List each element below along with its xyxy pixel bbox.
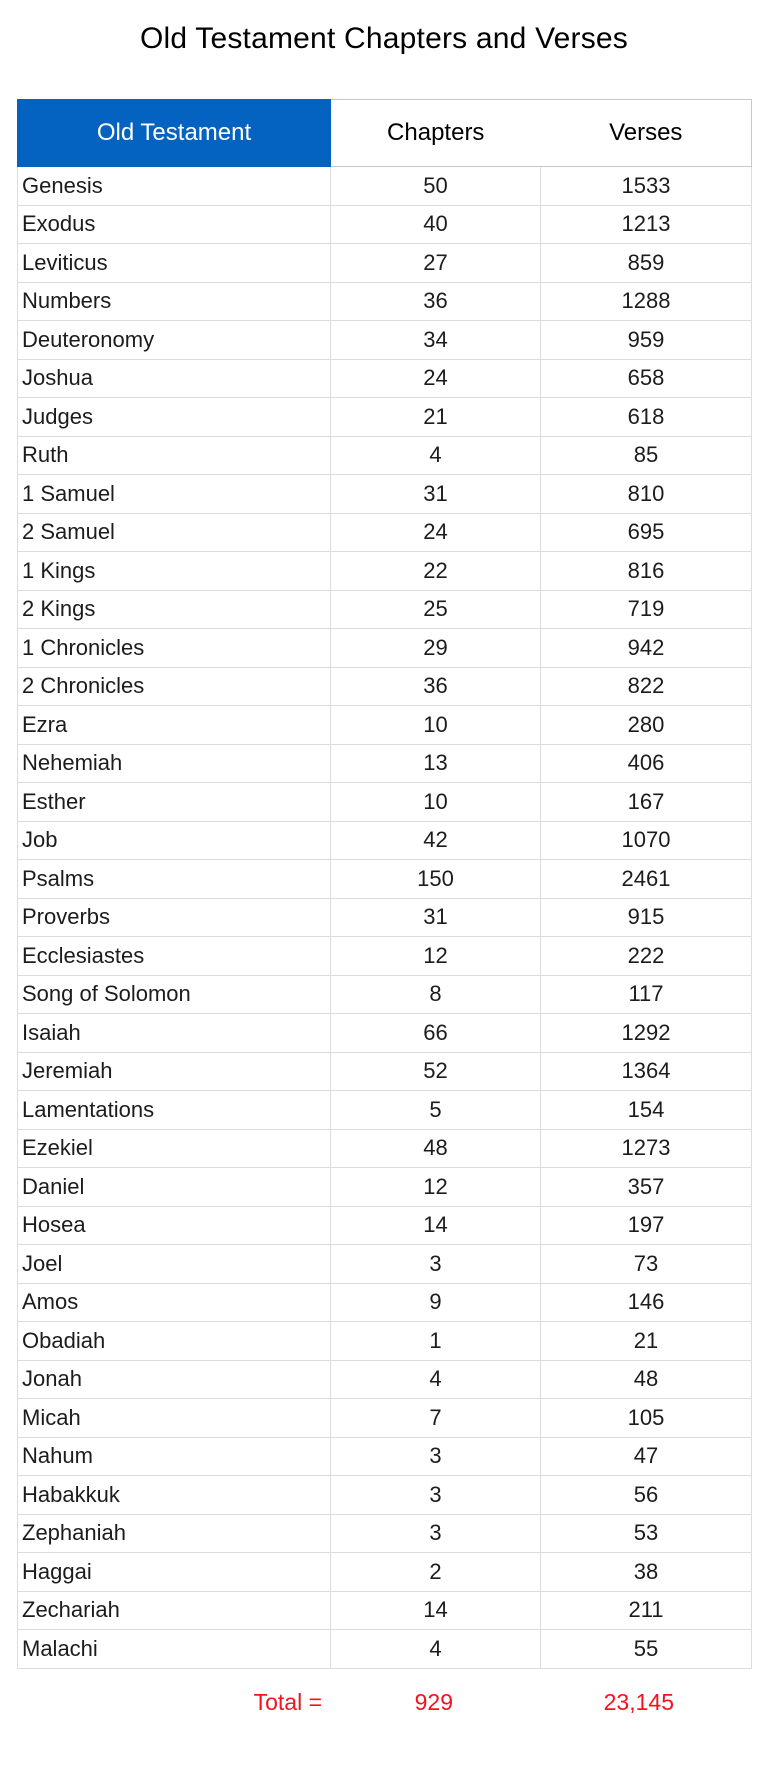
verses-cell: 38 bbox=[541, 1553, 752, 1592]
chapters-cell: 14 bbox=[331, 1206, 541, 1245]
table-row bbox=[18, 552, 752, 591]
verses-cell: 222 bbox=[541, 937, 752, 976]
verses-cell: 73 bbox=[541, 1245, 752, 1284]
book-name-cell: Habakkuk bbox=[18, 1476, 331, 1515]
book-name-cell: Joel bbox=[18, 1245, 331, 1284]
verses-cell: 105 bbox=[541, 1399, 752, 1438]
verses-cell: 1292 bbox=[541, 1014, 752, 1053]
book-name-cell: Amos bbox=[18, 1283, 331, 1322]
chapters-cell: 48 bbox=[331, 1129, 541, 1168]
chapters-cell: 13 bbox=[331, 744, 541, 783]
verses-cell: 154 bbox=[541, 1091, 752, 1130]
book-name-cell: Nahum bbox=[18, 1437, 331, 1476]
book-name-cell: 2 Kings bbox=[18, 590, 331, 629]
chapters-cell: 10 bbox=[331, 783, 541, 822]
chapters-cell: 14 bbox=[331, 1591, 541, 1630]
chapters-verses-table bbox=[17, 99, 752, 1669]
table-row bbox=[18, 1591, 752, 1630]
book-name-cell: Isaiah bbox=[18, 1014, 331, 1053]
book-name-cell: Micah bbox=[18, 1399, 331, 1438]
chapters-cell: 1 bbox=[331, 1322, 541, 1361]
verses-cell: 47 bbox=[541, 1437, 752, 1476]
book-name-cell: Ezekiel bbox=[18, 1129, 331, 1168]
table-row bbox=[18, 398, 752, 437]
page-title: Old Testament Chapters and Verses bbox=[140, 22, 628, 55]
verses-cell: 280 bbox=[541, 706, 752, 745]
verses-cell: 658 bbox=[541, 359, 752, 398]
verses-cell: 959 bbox=[541, 321, 752, 360]
header-verses: Verses bbox=[541, 100, 752, 167]
verses-cell: 167 bbox=[541, 783, 752, 822]
book-name-cell: Lamentations bbox=[18, 1091, 331, 1130]
table-row bbox=[18, 706, 752, 745]
chapters-cell: 34 bbox=[331, 321, 541, 360]
book-name-cell: Haggai bbox=[18, 1553, 331, 1592]
chapters-cell: 24 bbox=[331, 359, 541, 398]
table-row bbox=[18, 1245, 752, 1284]
totals-row bbox=[0, 1689, 768, 1723]
chapters-cell: 8 bbox=[331, 975, 541, 1014]
table-row bbox=[18, 1476, 752, 1515]
verses-cell: 146 bbox=[541, 1283, 752, 1322]
book-name-cell: 1 Chronicles bbox=[18, 629, 331, 668]
table-row bbox=[18, 475, 752, 514]
table-row bbox=[18, 1514, 752, 1553]
verses-cell: 21 bbox=[541, 1322, 752, 1361]
totals-verses: 23,145 bbox=[603, 1689, 674, 1715]
book-name-cell: Zephaniah bbox=[18, 1514, 331, 1553]
book-name-cell: 2 Samuel bbox=[18, 513, 331, 552]
verses-cell: 822 bbox=[541, 667, 752, 706]
table-row bbox=[18, 783, 752, 822]
book-name-cell: Song of Solomon bbox=[18, 975, 331, 1014]
book-name-cell: Genesis bbox=[18, 167, 331, 206]
chapters-cell: 12 bbox=[331, 937, 541, 976]
table-row bbox=[18, 205, 752, 244]
table-row bbox=[18, 282, 752, 321]
verses-cell: 618 bbox=[541, 398, 752, 437]
verses-cell: 816 bbox=[541, 552, 752, 591]
book-name-cell: Malachi bbox=[18, 1630, 331, 1669]
book-name-cell: 2 Chronicles bbox=[18, 667, 331, 706]
totals-label: Total = bbox=[253, 1689, 322, 1715]
table-row bbox=[18, 1168, 752, 1207]
table-row bbox=[18, 167, 752, 206]
book-name-cell: Daniel bbox=[18, 1168, 331, 1207]
table-row bbox=[18, 1052, 752, 1091]
verses-cell: 915 bbox=[541, 898, 752, 937]
verses-cell: 85 bbox=[541, 436, 752, 475]
book-name-cell: Obadiah bbox=[18, 1322, 331, 1361]
chapters-cell: 25 bbox=[331, 590, 541, 629]
table-body bbox=[18, 167, 752, 1669]
chapters-cell: 40 bbox=[331, 205, 541, 244]
book-name-cell: Zechariah bbox=[18, 1591, 331, 1630]
book-name-cell: Proverbs bbox=[18, 898, 331, 937]
table-row bbox=[18, 244, 752, 283]
verses-cell: 695 bbox=[541, 513, 752, 552]
table-row bbox=[18, 1283, 752, 1322]
totals-chapters: 929 bbox=[414, 1689, 453, 1715]
table-row bbox=[18, 321, 752, 360]
table-row bbox=[18, 1206, 752, 1245]
verses-cell: 1070 bbox=[541, 821, 752, 860]
chapters-cell: 150 bbox=[331, 860, 541, 899]
chapters-cell: 5 bbox=[331, 1091, 541, 1130]
verses-cell: 859 bbox=[541, 244, 752, 283]
chapters-cell: 42 bbox=[331, 821, 541, 860]
table-row bbox=[18, 667, 752, 706]
book-name-cell: Ruth bbox=[18, 436, 331, 475]
chapters-cell: 3 bbox=[331, 1476, 541, 1515]
table-header-row bbox=[18, 100, 752, 167]
verses-cell: 48 bbox=[541, 1360, 752, 1399]
chapters-cell: 10 bbox=[331, 706, 541, 745]
verses-cell: 357 bbox=[541, 1168, 752, 1207]
chapters-cell: 36 bbox=[331, 282, 541, 321]
verses-cell: 55 bbox=[541, 1630, 752, 1669]
book-name-cell: Job bbox=[18, 821, 331, 860]
chapters-cell: 22 bbox=[331, 552, 541, 591]
book-name-cell: Nehemiah bbox=[18, 744, 331, 783]
book-name-cell: Judges bbox=[18, 398, 331, 437]
verses-cell: 719 bbox=[541, 590, 752, 629]
chapters-cell: 3 bbox=[331, 1514, 541, 1553]
chapters-cell: 21 bbox=[331, 398, 541, 437]
chapters-cell: 29 bbox=[331, 629, 541, 668]
verses-cell: 1533 bbox=[541, 167, 752, 206]
verses-cell: 56 bbox=[541, 1476, 752, 1515]
chapters-cell: 31 bbox=[331, 475, 541, 514]
verses-cell: 197 bbox=[541, 1206, 752, 1245]
table-row bbox=[18, 821, 752, 860]
table-row bbox=[18, 1129, 752, 1168]
book-name-cell: Esther bbox=[18, 783, 331, 822]
table-row bbox=[18, 1360, 752, 1399]
chapters-cell: 3 bbox=[331, 1245, 541, 1284]
chapters-cell: 9 bbox=[331, 1283, 541, 1322]
table-row bbox=[18, 1322, 752, 1361]
verses-cell: 406 bbox=[541, 744, 752, 783]
table-row bbox=[18, 359, 752, 398]
verses-cell: 1364 bbox=[541, 1052, 752, 1091]
verses-cell: 942 bbox=[541, 629, 752, 668]
table-row bbox=[18, 629, 752, 668]
book-name-cell: 1 Samuel bbox=[18, 475, 331, 514]
book-name-cell: Deuteronomy bbox=[18, 321, 331, 360]
table-row bbox=[18, 975, 752, 1014]
table-row bbox=[18, 1399, 752, 1438]
book-name-cell: 1 Kings bbox=[18, 552, 331, 591]
chapters-cell: 24 bbox=[331, 513, 541, 552]
table-row bbox=[18, 1091, 752, 1130]
chapters-cell: 50 bbox=[331, 167, 541, 206]
chapters-cell: 12 bbox=[331, 1168, 541, 1207]
table-row bbox=[18, 898, 752, 937]
verses-cell: 117 bbox=[541, 975, 752, 1014]
book-name-cell: Psalms bbox=[18, 860, 331, 899]
table-row bbox=[18, 1437, 752, 1476]
chapters-cell: 66 bbox=[331, 1014, 541, 1053]
header-old-testament: Old Testament bbox=[18, 100, 331, 167]
chapters-cell: 4 bbox=[331, 1630, 541, 1669]
book-name-cell: Jeremiah bbox=[18, 1052, 331, 1091]
chapters-cell: 36 bbox=[331, 667, 541, 706]
chapters-cell: 52 bbox=[331, 1052, 541, 1091]
chapters-cell: 2 bbox=[331, 1553, 541, 1592]
table-row bbox=[18, 590, 752, 629]
table-row bbox=[18, 1014, 752, 1053]
chapters-cell: 4 bbox=[331, 1360, 541, 1399]
book-name-cell: Hosea bbox=[18, 1206, 331, 1245]
book-name-cell: Jonah bbox=[18, 1360, 331, 1399]
verses-cell: 1213 bbox=[541, 205, 752, 244]
chapters-cell: 7 bbox=[331, 1399, 541, 1438]
table-row bbox=[18, 744, 752, 783]
chapters-cell: 27 bbox=[331, 244, 541, 283]
chapters-cell: 31 bbox=[331, 898, 541, 937]
header-chapters: Chapters bbox=[331, 100, 541, 167]
table-row bbox=[18, 860, 752, 899]
table-row bbox=[18, 513, 752, 552]
book-name-cell: Numbers bbox=[18, 282, 331, 321]
verses-cell: 2461 bbox=[541, 860, 752, 899]
book-name-cell: Exodus bbox=[18, 205, 331, 244]
chapters-cell: 4 bbox=[331, 436, 541, 475]
verses-cell: 1288 bbox=[541, 282, 752, 321]
table-row bbox=[18, 1553, 752, 1592]
book-name-cell: Joshua bbox=[18, 359, 331, 398]
book-name-cell: Ecclesiastes bbox=[18, 937, 331, 976]
verses-cell: 211 bbox=[541, 1591, 752, 1630]
book-name-cell: Leviticus bbox=[18, 244, 331, 283]
table-row bbox=[18, 436, 752, 475]
book-name-cell: Ezra bbox=[18, 706, 331, 745]
verses-cell: 53 bbox=[541, 1514, 752, 1553]
chapters-cell: 3 bbox=[331, 1437, 541, 1476]
verses-cell: 810 bbox=[541, 475, 752, 514]
verses-cell: 1273 bbox=[541, 1129, 752, 1168]
table-row bbox=[18, 937, 752, 976]
table-row bbox=[18, 1630, 752, 1669]
